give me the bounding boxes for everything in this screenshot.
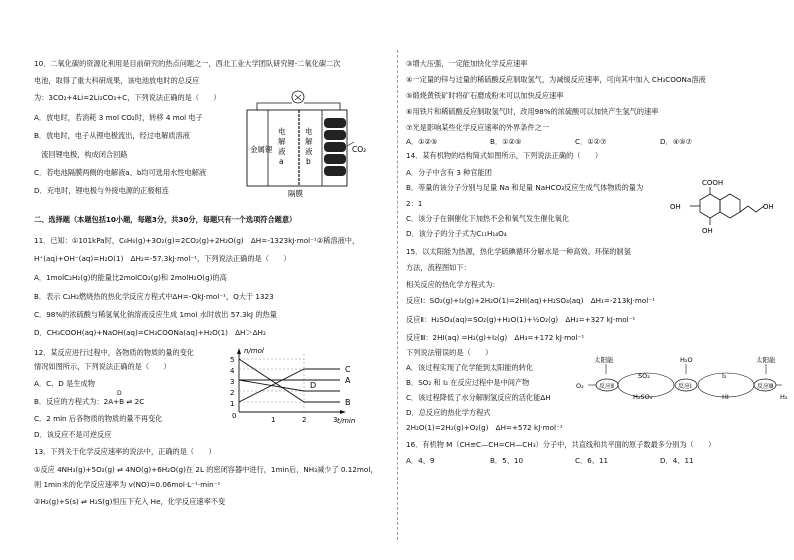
q12-option-a: A．C、D 是生成物 (34, 379, 95, 388)
y-tick: 1 (230, 400, 235, 408)
y-tick: 0 (232, 412, 237, 420)
series-label-a: A (345, 376, 351, 385)
h2-label: H₂ (780, 393, 788, 401)
q12-option-c: C．2 min 后各物质的物质的量不再变化 (34, 414, 163, 423)
svg-text:电: 电 (278, 127, 286, 136)
q15-reaction-1: 反应Ⅰ：SO₂(g)+I₂(g)+2H₂O(1)=2HI(aq)+H₂SO₄(aq) ΔH₁=-213kJ·mol⁻¹ (406, 296, 655, 305)
q13-line: ③增大压强，一定能加快化学反应速率 (406, 59, 528, 68)
q10-line: 电池，取得了重大科研成果，该电池放电时的总反应 (34, 76, 200, 85)
svg-text:电: 电 (305, 127, 313, 136)
series-label-d: D (310, 381, 317, 390)
q12-option-b: B．反应的方程式为：2A+B ⇌ 2C (34, 397, 145, 406)
so2-label: SO₂ (638, 372, 650, 380)
q13-line: ①反应 4NH₃(g)+5O₂(g) ⇌ 4NO(g)+6H₂O(g)在 2L 的密闭容器中进行，1min后，NH₃减少了 0.12mol， (34, 465, 378, 474)
q12-option-d: D．该反应不是可逆反应 (34, 430, 112, 439)
q11-option-c: C．98%的浓硫酸与稀氢氧化钠溶液反应生成 1mol 水时放出 57.3kJ 的热量 (34, 310, 277, 319)
q14-option-d: D．该分子的分子式为C₁₁H₁₄O₄ (406, 229, 507, 238)
solar-energy-right: 太阳能 (756, 356, 776, 364)
series-label-b: B (345, 398, 351, 407)
x-tick: 1 (271, 416, 276, 424)
q12-line: 情况如图所示，下列说法正确的是（ ） (34, 362, 171, 371)
svg-text:解: 解 (278, 137, 286, 146)
y-axis-label: n/mol (244, 347, 264, 355)
q10-option-b-cont: 流回锂电极，构成闭合回路 (34, 150, 128, 159)
o2-label: O₂ (576, 382, 584, 390)
i2-label: I₂ (722, 372, 727, 380)
oh-label: OH (763, 203, 774, 211)
q13-line: ⑤煅烧黄铁矿时将矿石磨成粉末可以加快反应速率 (406, 91, 564, 100)
q15-option-c: C．该过程降低了水分解制氢反应的活化能ΔH (406, 393, 551, 402)
q14-option-c: C．该分子在铜催化下加热不会和氧气发生催化氧化 (406, 214, 570, 223)
q13-line: ⑥用铁片和稀硫酸反应制取氢气时，改用98%的浓硫酸可以加快产生氢气的速率 (406, 107, 659, 116)
svg-text:b: b (306, 157, 311, 166)
q14-option-b-cont: 2：1 (406, 199, 423, 208)
q10-option-a: A．放电时，若消耗 3 mol CO₂时，转移 4 mol 电子 (34, 113, 203, 122)
q12-equilibrium-condition: D (117, 390, 122, 397)
hi-label: HI (722, 393, 729, 401)
battery-diagram (242, 90, 372, 198)
reaction-1-node: 反应Ⅰ (678, 383, 692, 390)
q13-line: ⑦光是影响某些化学反应速率的外界条件之一 (406, 123, 550, 132)
q15-reaction-2: 反应Ⅱ：H₂SO₄(aq)=SO₂(g)+H₂O(1)+½O₂(g) ΔH₂=+327 kJ·mol⁻¹ (406, 315, 636, 324)
q16-option-c: C．6、11 (575, 456, 609, 465)
q13-line: ④一定量的锌与过量的稀硫酸反应制取氢气，为减缓反应速率，可向其中加入 CH₃COONa溶液 (406, 75, 706, 84)
coil (324, 118, 346, 176)
column-divider (397, 50, 398, 540)
q15-line: 方法，流程图如下： (406, 263, 471, 272)
q13-option-a: A．①②⑤ (406, 137, 438, 146)
svg-text:解: 解 (305, 137, 313, 146)
q14-option-b: B．等量的该分子分别与足量 Na 和足量 NaHCO₃反应生成气体物质的量为 (406, 183, 644, 192)
q14-line: 14．某有机物的结构简式如图所示，下列说法正确的（ ） (406, 151, 603, 160)
q15-option-b: B．SO₂ 和 I₂ 在反应过程中是中间产物 (406, 378, 530, 387)
co2-label: CO₂ (352, 145, 367, 154)
q13-option-b: B．①②⑤ (490, 137, 522, 146)
svg-text:a: a (279, 157, 284, 166)
series-b (239, 359, 340, 402)
series-d (239, 380, 340, 391)
y-tick: 4 (230, 367, 235, 375)
y-tick: 3 (230, 378, 235, 386)
q10-option-d: D．充电时，锂电极与外接电源的正极相连 (34, 186, 169, 195)
q10-line: 为：3CO₂+4Li=2Li₂CO₃+C，下列说法正确的是（ ） (34, 93, 221, 102)
q16-option-b: B．5、10 (490, 456, 524, 465)
q15-line: 下列说法错误的是（ ） (406, 348, 493, 357)
q15-line: 相关反应的热化学方程式为： (406, 280, 500, 289)
q10-option-c: C．若电池隔膜两侧的电解液a、b均可选用水性电解液 (34, 168, 207, 177)
sulfur-iodine-cycle-diagram (576, 352, 788, 408)
oh-label: OH (702, 227, 713, 235)
q11-option-b: B．表示 C₂H₂燃烧热的热化学反应方程式中ΔH=-QkJ·mol⁻¹，Q大于 1323 (34, 292, 274, 301)
q15-reaction-3: 反应Ⅲ：2HI(aq) =H₂(g)+I₂(g) ΔH₃=+172 kJ·mol⁻¹ (406, 333, 585, 342)
section-2-heading: 二、选择题（本题包括10小题，每题3分，共30分，每题只有一个选项符合题意） (34, 215, 297, 224)
q13-option-d: D．④⑤⑦ (660, 137, 693, 146)
q15-option-d: D．总反应的热化学方程式 (406, 408, 491, 417)
reaction-3-node: 反应Ⅲ (757, 383, 774, 390)
q11-line: H⁺(aq)+OH⁻(aq)=H₂O(1) ΔH₂=-57.3kJ·mol⁻¹，下列说法正确的是（ ） (34, 254, 291, 263)
q13-line: 13．下列关于化学反应速率的说法中，正确的是（ ） (34, 447, 216, 456)
q14-option-a: A．分子中含有 3 种官能团 (406, 168, 492, 177)
q16-option-d: D．4、11 (660, 456, 694, 465)
q15-option-a: A．该过程实现了化学能到太阳能的转化 (406, 363, 534, 372)
oh-label: OH (670, 203, 681, 211)
x-tick: 3 (333, 416, 338, 424)
x-tick: 2 (302, 416, 307, 424)
q10-option-b: B．放电时，电子从锂电极流出，经过电解质溶液 (34, 131, 190, 140)
q12-line: 12．某反应进行过程中，各物质的物质的量的变化 (34, 348, 195, 357)
q16-line: 16．有机物 M（CH≡C—CH=CH—CH₃）分子中，共直线和共平面的原子数最多分别为（ ） (406, 440, 716, 449)
electrode-left-label: 金属锂 (250, 145, 273, 154)
q12-chart (222, 344, 372, 430)
q15-option-d-cont: 2H₂O(1)=2H₂(g)+O₂(g) ΔH=+572 kJ·mol⁻¹ (406, 423, 563, 432)
reaction-2-node: 反应Ⅱ (599, 383, 614, 390)
y-tick: 2 (230, 389, 235, 397)
molecule-structure (660, 176, 780, 238)
x-axis-label: t/min (337, 417, 356, 425)
q16-option-a: A．4、9 (406, 456, 435, 465)
q10-line: 10．二氧化碳的资源化利用是目前研究的热点问题之一，西北工业大学团队研究锂-二氧化碳二次 (34, 59, 341, 68)
q11-option-a: A．1molC₂H₂(g)的能量比2molCO₂(g)和 2molH₂O(g)的高 (34, 273, 227, 282)
series-c (239, 369, 340, 402)
svg-text:液: 液 (305, 147, 313, 156)
q15-line: 15．以太阳能为热源，热化学硫碘循环分解水是一种高效、环保的制氢 (406, 247, 631, 256)
q13-option-c: C．①②⑦ (575, 137, 607, 146)
series-label-c: C (345, 365, 351, 374)
y-tick: 5 (230, 356, 235, 364)
q11-option-d: D．CH₃COOH(aq)+NaOH(aq)=CH₃COONa(aq)+H₂O(1) ΔH＞ΔH₂ (34, 328, 266, 337)
svg-text:液: 液 (278, 147, 286, 156)
cooh-label: COOH (702, 179, 724, 187)
q13-line: 则 1min末的化学反应速率为 v(NO)=0.06mol·L⁻¹·min⁻¹ (34, 480, 221, 489)
solar-energy-left: 太阳能 (594, 356, 614, 364)
h2o-label: H₂O (680, 356, 693, 364)
q13-line: ②H₂(g)+S(s) ⇌ H₂S(g)恒压下充入 He，化学反应速率不变 (34, 497, 226, 506)
h2so4-label: H₂SO₄ (633, 393, 653, 401)
membrane-label: 隔膜 (288, 189, 303, 198)
q11-line: 11．已知：①101kPa时，C₆H₆(g)+3O₂(g)=2CO₂(g)+2H₂O(g) ΔH=-1323kJ·mol⁻¹②稀溶液中， (34, 236, 360, 245)
